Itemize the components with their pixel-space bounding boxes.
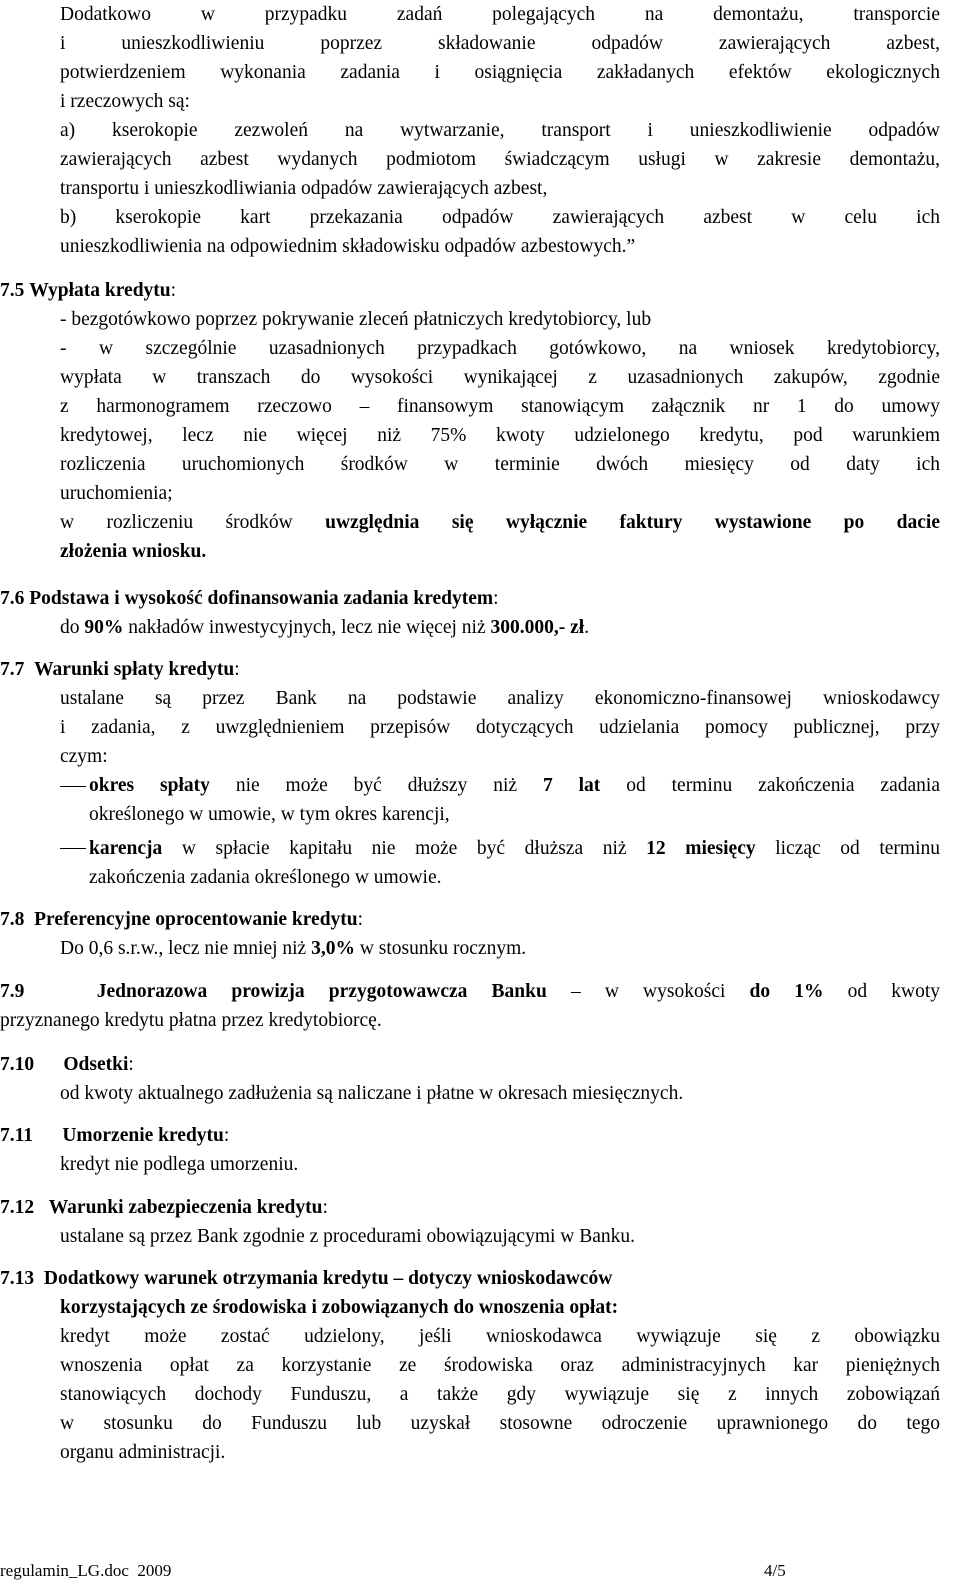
section-7-10-body <box>60 1079 940 1108</box>
item-a <box>60 116 940 203</box>
list-dash <box>60 848 86 849</box>
section-number: 7.8 <box>0 909 25 930</box>
settlement-text: w rozliczeniu środków <box>60 512 293 533</box>
body-line: kredytowej, lecz nie więcej niż 75% kwoty udzielonego kredytu, pod warunkiem <box>60 425 940 446</box>
section-title: Jednorazowa prowizja przygotowawcza Banku <box>96 981 547 1002</box>
section-7-13-heading <box>0 1264 940 1293</box>
section-7-8-heading <box>0 905 940 934</box>
section-7-5-heading <box>0 276 940 305</box>
body-line: kredyt może zostać udzielony, jeśli wnioskodawca wywiązuje się z obowiązku <box>60 1326 940 1347</box>
amount-value: 300.000,- zł <box>490 617 585 638</box>
body-line: czym: <box>60 746 108 767</box>
text: . <box>584 617 590 638</box>
section-title: Umorzenie kredytu <box>62 1125 224 1146</box>
item-a-line: a) kserokopie zezwoleń na wytwarzanie, transport i unieszkodliwienie odpadów <box>60 120 940 141</box>
body-line <box>60 934 940 963</box>
section-7-10-heading <box>0 1050 940 1079</box>
body-line: uruchomienia; <box>60 483 173 504</box>
body-line: od kwoty aktualnego zadłużenia są naliczane i płatne w okresach miesięcznych. <box>60 1083 684 1104</box>
section-title: Warunki spłaty kredytu <box>34 659 235 680</box>
body-line: wypłata w transzach do wysokości wynikającej z uzasadnionych zakupów, zgodnie <box>60 367 940 388</box>
section-number: 7.7 <box>0 659 25 680</box>
body-line <box>60 613 940 642</box>
section-7-12-body <box>60 1222 940 1251</box>
section-colon: : <box>223 1125 230 1146</box>
section-7-6-body <box>60 613 940 642</box>
section-title: korzystających ze środowiska i zobowiązanych do wnoszenia opłat: <box>60 1297 619 1318</box>
intro-line: i unieszkodliwieniu poprzez składowanie odpadów zawierających azbest, <box>60 33 940 54</box>
body-line: organu administracji. <box>60 1442 226 1463</box>
intro-line: potwierdzeniem wykonania zadania i osiągnięcia zakładanych efektów ekologicznych <box>60 62 940 83</box>
section-colon: : <box>357 909 364 930</box>
settlement-line <box>60 508 940 537</box>
section-number: 7.6 <box>0 588 25 609</box>
text: licząc od terminu <box>755 838 940 859</box>
text: Do 0,6 s.r.w., lecz nie mniej niż <box>60 938 312 959</box>
section-7-8-body <box>60 934 940 963</box>
footer-page-number: 4/5 <box>764 1561 786 1580</box>
section-title: Dodatkowy warunek otrzymania kredytu – dotyczy wnioskodawców <box>43 1268 613 1289</box>
section-7-11-heading <box>0 1121 940 1150</box>
body-line: stanowiących dochody Funduszu, a także gdy wywiązuje się z innych zobowiązań <box>60 1384 940 1405</box>
list-line: zakończenia zadania określonego w umowie. <box>89 867 442 888</box>
body-line: wnoszenia opłat za korzystanie ze środowiska oraz administracyjnych kar pieniężnych <box>60 1355 940 1376</box>
intro-line: Dodatkowo w przypadku zadań polegających na demontażu, transporcie <box>60 4 940 25</box>
body-line: kredyt nie podlega umorzeniu. <box>60 1154 299 1175</box>
text: do <box>60 617 85 638</box>
text: od terminu zakończenia zadania <box>600 775 940 796</box>
text: w spłacie kapitału nie może być dłuższa niż <box>162 838 647 859</box>
item-b-line: b) kserokopie kart przekazania odpadów zawierających azbest w celu ich <box>60 207 940 228</box>
item-b <box>60 203 940 261</box>
fee-value: do 1% <box>749 981 824 1002</box>
section-number: 7.9 <box>0 981 25 1002</box>
section-number: 7.10 <box>0 1054 35 1075</box>
percent-value: 90% <box>84 617 124 638</box>
text: nie może być dłuższy niż <box>209 775 543 796</box>
body-line: - w szczególnie uzasadnionych przypadkach gotówkowo, na wniosek kredytobiorcy, <box>60 338 940 359</box>
heading-line <box>60 1293 940 1322</box>
body-line: z harmonogramem rzeczowo – finansowym stanowiącym załącznik nr 1 do umowy <box>60 396 940 417</box>
settlement-bold: złożenia wniosku. <box>60 541 207 562</box>
section-7-5-body <box>60 305 940 566</box>
body-line: rozliczenia uruchomionych środków w terminie dwóch miesięcy od daty ich <box>60 454 940 475</box>
text: w stosunku rocznym. <box>354 938 527 959</box>
item-a-line: transportu i unieszkodliwiania odpadów zawierających azbest, <box>60 178 548 199</box>
text: od kwoty <box>823 981 941 1002</box>
section-7-6-heading <box>0 584 940 613</box>
section-title: Podstawa i wysokość dofinansowania zadania kredytem <box>29 588 494 609</box>
section-7-12-heading <box>0 1193 940 1222</box>
section-title: Warunki zabezpieczenia kredytu <box>48 1197 323 1218</box>
list-line <box>89 771 940 800</box>
footer-document-name: regulamin_LG.doc 2009 <box>0 1561 172 1580</box>
list-line: określonego w umowie, w tym okres karencji, <box>89 804 450 825</box>
settlement-bold: uwzględnia się wyłącznie faktury wystawione po dacie <box>325 512 940 533</box>
term-bold: karencja <box>89 838 163 859</box>
section-title: Odsetki <box>63 1054 129 1075</box>
section-colon: : <box>322 1197 328 1218</box>
settlement-line <box>60 537 940 566</box>
section-colon: : <box>493 588 499 609</box>
intro-line: i rzeczowych są: <box>60 91 190 112</box>
body-line: ustalane są przez Bank na podstawie analizy ekonomiczno-finansowej wnioskodawcy <box>60 688 940 709</box>
section-line <box>0 977 940 1006</box>
section-7-7-heading <box>0 655 940 684</box>
body-line: ustalane są przez Bank zgodnie z procedurami obowiązującymi w Banku. <box>60 1226 636 1247</box>
intro-paragraph <box>60 0 940 116</box>
list-item-karencja <box>89 834 940 892</box>
list-line <box>89 834 940 863</box>
body-line: w stosunku do Funduszu lub uzyskał stosowne odroczenie uprawnionego do tego <box>60 1413 940 1434</box>
body-line: - bezgotówkowo poprzez pokrywanie zleceń płatniczych kredytobiorcy, lub <box>60 309 652 330</box>
list-dash <box>60 786 86 787</box>
section-colon: : <box>234 659 240 680</box>
term-bold: 12 miesięcy <box>646 838 756 859</box>
section-7-7-body <box>60 684 940 771</box>
term-bold: okres spłaty <box>89 775 210 796</box>
heading-line <box>0 1264 940 1293</box>
text: nakładów inwestycyjnych, lecz nie więcej niż <box>123 617 491 638</box>
item-a-line: zawierających azbest wydanych podmiotom świadczącym usługi w zakresie demontażu, <box>60 149 940 170</box>
list-item-okres-splaty <box>89 771 940 829</box>
section-number: 7.11 <box>0 1125 34 1146</box>
section-number: 7.13 <box>0 1268 35 1289</box>
section-number: 7.5 <box>0 280 25 301</box>
section-title: Preferencyjne oprocentowanie kredytu <box>34 909 358 930</box>
section-colon: : <box>128 1054 134 1075</box>
item-b-line: unieszkodliwienia na odpowiednim składowisku odpadów azbestowych.” <box>60 236 636 257</box>
rate-value: 3,0% <box>311 938 355 959</box>
section-line: przyznanego kredytu płatna przez kredytobiorcę. <box>0 1010 382 1031</box>
section-7-13-body <box>60 1293 940 1467</box>
section-colon: : <box>170 280 177 301</box>
section-number: 7.12 <box>0 1197 35 1218</box>
text: – w wysokości <box>546 981 750 1002</box>
section-7-9 <box>0 977 940 1035</box>
body-line: i zadania, z uwzględnieniem przepisów dotyczących udzielania pomocy publicznej, przy <box>60 717 940 738</box>
section-title: Wypłata kredytu <box>29 280 171 301</box>
term-bold: 7 lat <box>542 775 601 796</box>
section-7-11-body <box>60 1150 940 1179</box>
